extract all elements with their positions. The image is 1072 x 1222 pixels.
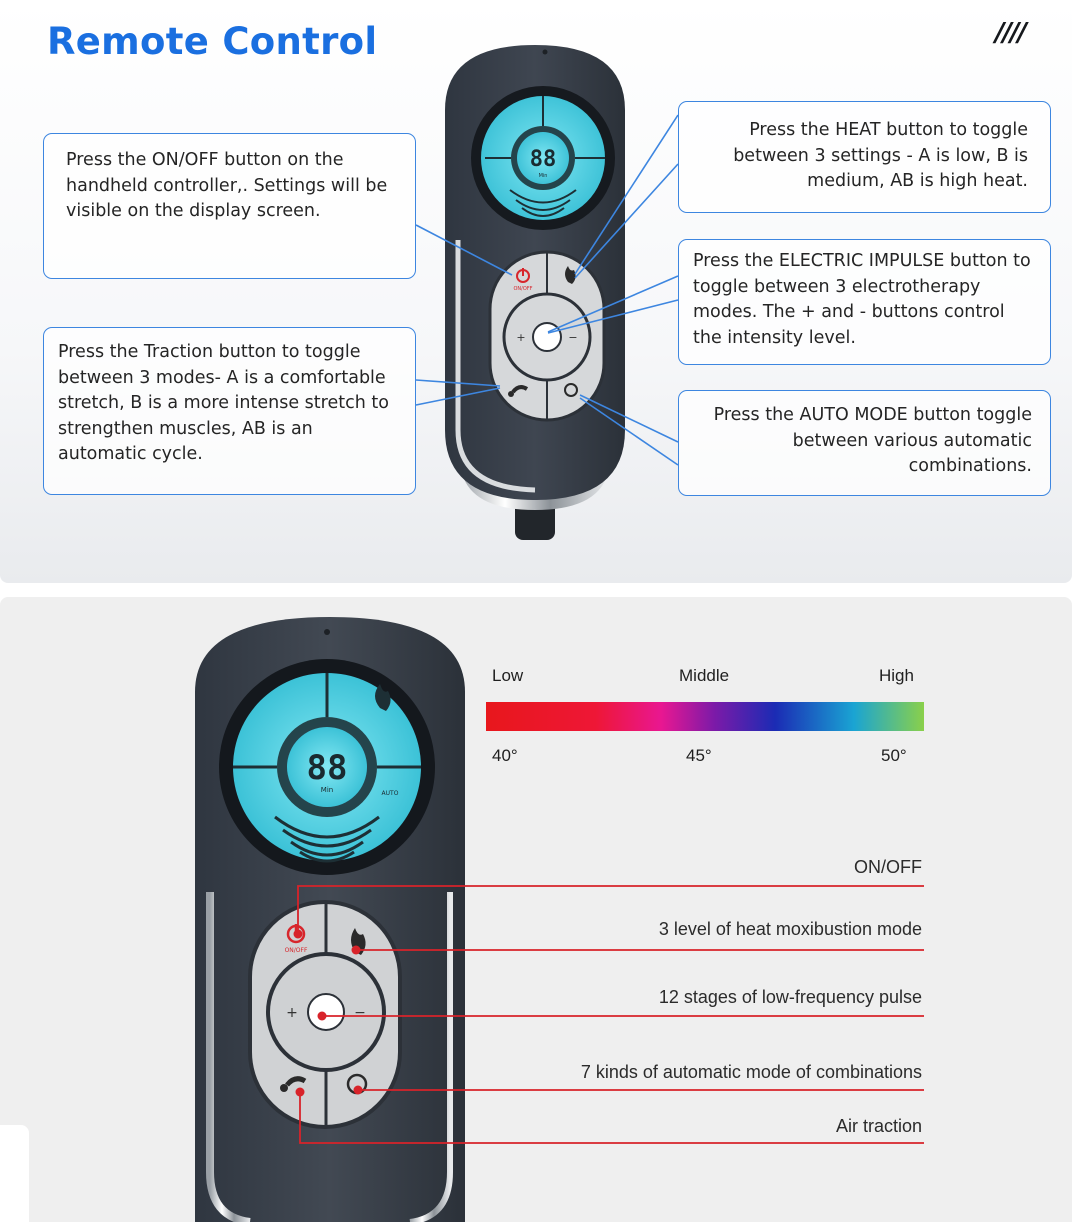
svg-text:+: + <box>286 1005 298 1021</box>
corner-notch <box>0 1125 29 1222</box>
svg-text:−: − <box>354 1005 366 1021</box>
callout-traction-text: Press the Traction button to toggle between 3 modes- A is a comfortable stretch, B is a more intense stretch to strengthen muscles, AB is an automatic cycle. <box>58 342 389 464</box>
callout-electric-text: Press the ELECTRIC IMPULSE button to toggle between 3 electrotherapy modes. The + and - buttons control the intensity level. <box>693 251 1031 348</box>
svg-text:88: 88 <box>306 748 348 788</box>
svg-text:AUTO: AUTO <box>381 790 399 797</box>
svg-text:ON/OFF: ON/OFF <box>284 947 308 954</box>
svg-text:ON/OFF: ON/OFF <box>513 286 533 292</box>
svg-text:Min: Min <box>320 786 334 794</box>
scale-temp-middle: 45° <box>686 746 712 765</box>
feature-auto: 7 kinds of automatic mode of combinations <box>580 1062 922 1082</box>
callout-traction <box>43 327 416 495</box>
callout-electric <box>678 239 1051 365</box>
feature-on-off: ON/OFF <box>854 857 922 877</box>
svg-text:−: − <box>568 331 578 344</box>
scale-label-low: Low <box>492 666 524 685</box>
feature-air-traction: Air traction <box>835 1116 922 1136</box>
feature-pulse: 12 stages of low-frequency pulse <box>658 987 922 1007</box>
remote-control-top <box>440 40 630 540</box>
scale-label-high: High <box>879 666 914 685</box>
heat-gradient-bar <box>486 702 924 731</box>
brand-logo: //// <box>995 18 1025 48</box>
feature-heat: 3 level of heat moxibustion mode <box>658 919 922 939</box>
callout-heat-text: Press the HEAT button to toggle between 3 settings - A is low, B is medium, AB is high heat. <box>733 120 1028 191</box>
callout-on-off <box>43 133 416 279</box>
scale-label-middle: Middle <box>679 666 730 685</box>
scale-temp-low: 40° <box>492 746 518 765</box>
remote-control-bottom <box>190 612 470 1222</box>
callout-heat <box>678 101 1051 213</box>
scale-temp-high: 50° <box>881 746 907 765</box>
svg-text:+: + <box>516 331 526 344</box>
svg-text:88: 88 <box>529 147 557 172</box>
callout-auto <box>678 390 1051 496</box>
callout-on-off-text: Press the ON/OFF button on the handheld controller,. Settings will be visible on the display screen. <box>66 150 388 221</box>
callout-auto-text: Press the AUTO MODE button toggle between various automatic combinations. <box>713 405 1032 476</box>
top-panel <box>0 0 1072 583</box>
svg-text:Min: Min <box>538 173 548 179</box>
page-title: Remote Control <box>47 20 378 63</box>
